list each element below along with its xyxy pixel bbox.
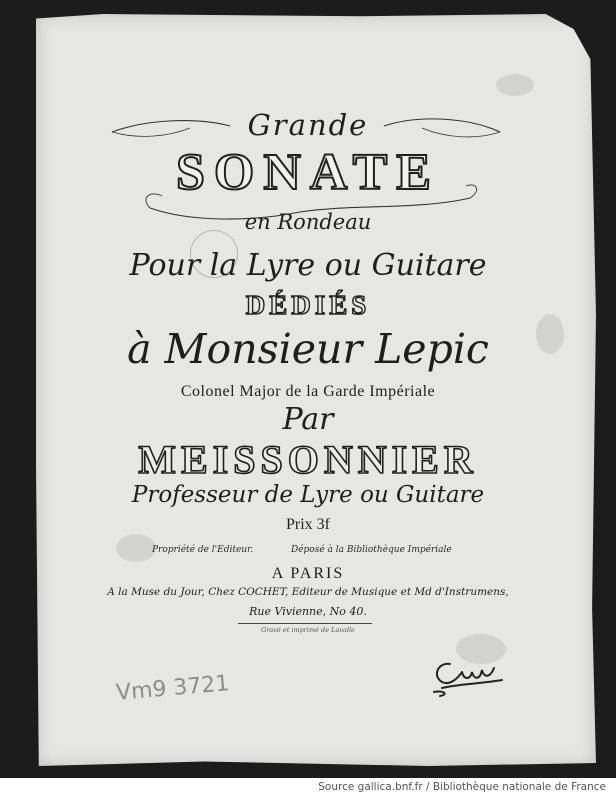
publisher-signature	[428, 654, 508, 698]
title-sonate: SONATE	[176, 144, 440, 201]
city-line: A PARIS	[271, 565, 345, 582]
dedicatee-name: à Monsieur Lepic	[127, 325, 489, 373]
par-line: Par	[282, 402, 334, 437]
engraving-note: Gravé et imprimé de Lavalle	[261, 626, 355, 634]
dedies-heading: DÉDIÉS	[245, 290, 371, 320]
publisher-line: A la Muse du Jour, Chez COCHET, Editeur de Musique et Md d'Instrumens,	[107, 586, 509, 598]
instrument-line: Pour la Lyre ou Guitare	[129, 248, 487, 283]
source-credit: Source gallica.bnf.fr / Bibliothèque nationale de France	[318, 781, 606, 793]
stain	[116, 534, 156, 562]
publisher-property-note: Propriété de l'Editeur.	[152, 545, 254, 555]
composer-title: Professeur de Lyre ou Guitare	[131, 482, 485, 508]
deposit-note: Déposé à la Bibliothèque Impériale	[291, 545, 452, 555]
divider-rule	[238, 623, 372, 624]
title-grande: Grande	[247, 108, 369, 142]
shelfmark-pencil: Vm9 3721	[115, 671, 231, 706]
composer-name: MEISSONNIER	[138, 437, 478, 482]
subtitle-rondeau: en Rondeau	[244, 210, 372, 234]
price: Prix 3f	[286, 516, 330, 533]
dedicatee-rank: Colonel Major de la Garde Impériale	[180, 383, 436, 400]
address-line: Rue Vivienne, No 40.	[249, 605, 367, 618]
